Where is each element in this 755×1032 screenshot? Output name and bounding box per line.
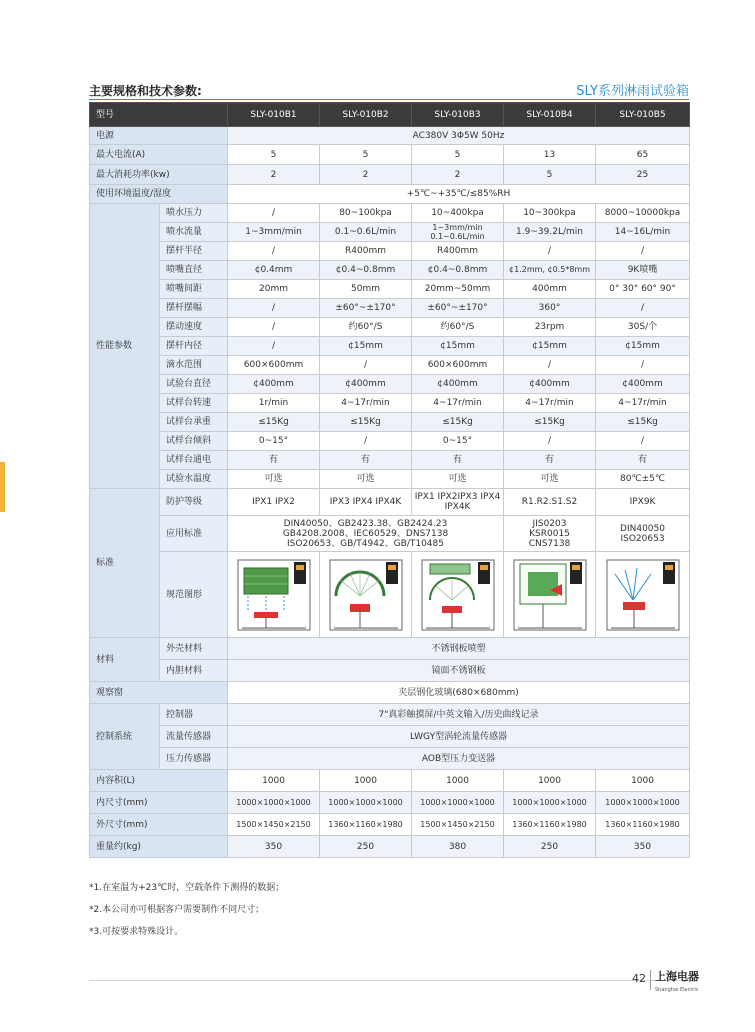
applied-standards-row bbox=[90, 516, 690, 552]
material-group-label: 材料 bbox=[90, 638, 160, 682]
env-row bbox=[90, 185, 690, 204]
perf-cell: ¢15mm bbox=[412, 337, 504, 356]
perf-row bbox=[90, 413, 690, 432]
controller-row bbox=[90, 704, 690, 726]
svg-text:Shanghai Electric: Shanghai Electric bbox=[655, 987, 699, 993]
power-consumption-row bbox=[90, 165, 690, 185]
perf-cell: 4~17r/min bbox=[320, 394, 412, 413]
series-title: SLY系列淋雨试验箱 bbox=[576, 84, 689, 99]
perf-cell: ≤15Kg bbox=[596, 413, 690, 432]
perf-cell: / bbox=[320, 356, 412, 375]
perf-cell: 23rpm bbox=[504, 318, 596, 337]
outer-b1: 1500×1450×2150 bbox=[228, 814, 320, 836]
perf-cell: 14~16L/min bbox=[596, 223, 690, 242]
perf-label: 喷水压力 bbox=[160, 204, 228, 223]
perf-row bbox=[90, 223, 690, 242]
footer-separator bbox=[650, 970, 651, 990]
applied-standard-line: GB4208.2008、IEC60529、DNS7138 bbox=[282, 528, 449, 539]
perf-label: 摆杆半径 bbox=[160, 242, 228, 261]
perf-row bbox=[90, 204, 690, 223]
perf-cell: 8000~10000kpa bbox=[596, 204, 690, 223]
perf-cell: 4~17r/min bbox=[596, 394, 690, 413]
current-b4: 13 bbox=[504, 145, 596, 165]
perf-cell: 可选 bbox=[320, 470, 412, 489]
perf-cell: ¢400mm bbox=[228, 375, 320, 394]
perf-label: 喷嘴直径 bbox=[160, 261, 228, 280]
footnote: *2.本公司亦可根据客户需要制作不同尺寸； bbox=[89, 905, 265, 915]
perf-cell: ¢400mm bbox=[596, 375, 690, 394]
side-tab-marker bbox=[0, 462, 5, 512]
env-value: +5℃~+35℃/≤85%RH bbox=[228, 185, 690, 204]
weight-b3: 380 bbox=[412, 836, 504, 858]
model-b5: SLY-010B5 bbox=[596, 103, 690, 127]
outer-size-row bbox=[90, 814, 690, 836]
weight-row bbox=[90, 836, 690, 858]
perf-cell: ¢15mm bbox=[596, 337, 690, 356]
perf-cell: ≤15Kg bbox=[320, 413, 412, 432]
figure-row bbox=[90, 552, 690, 638]
weight-b2: 250 bbox=[320, 836, 412, 858]
perf-label: 滴水范围 bbox=[160, 356, 228, 375]
outer-b5: 1360×1160×1980 bbox=[596, 814, 690, 836]
outer-b2: 1360×1160×1980 bbox=[320, 814, 412, 836]
pc-b2: 2 bbox=[320, 165, 412, 185]
weight-b5: 350 bbox=[596, 836, 690, 858]
perf-cell: / bbox=[228, 318, 320, 337]
perf-label: 试样台转速 bbox=[160, 394, 228, 413]
perf-row bbox=[90, 356, 690, 375]
standards-group-label: 标准 bbox=[90, 489, 160, 638]
pc-b3: 2 bbox=[412, 165, 504, 185]
volume-b5: 1000 bbox=[596, 770, 690, 792]
perf-cell: 有 bbox=[228, 451, 320, 470]
outer-b3: 1500×1450×2150 bbox=[412, 814, 504, 836]
perf-cell: / bbox=[596, 299, 690, 318]
inner-size-row bbox=[90, 792, 690, 814]
perf-cell: 0.1~0.6L/min bbox=[320, 223, 412, 242]
perf-cell: ¢0.4~0.8mm bbox=[320, 261, 412, 280]
perf-cell: ¢0.4~0.8mm bbox=[412, 261, 504, 280]
pc-b4: 5 bbox=[504, 165, 596, 185]
figure-b1 bbox=[228, 552, 320, 638]
figure-b3 bbox=[412, 552, 504, 638]
perf-label: 摆杆摆幅 bbox=[160, 299, 228, 318]
shell-material-label: 外壳材料 bbox=[160, 638, 228, 660]
figure-b2 bbox=[320, 552, 412, 638]
protection-b3: IPX1 IPX2IPX3 IPX4 IPX4K bbox=[412, 489, 504, 516]
perf-cell: ¢400mm bbox=[320, 375, 412, 394]
model-label: 型号 bbox=[90, 103, 228, 127]
controller-label: 控制器 bbox=[160, 704, 228, 726]
perf-cell: 600×600mm bbox=[228, 356, 320, 375]
perf-cell: ¢15mm bbox=[504, 337, 596, 356]
power-consumption-label: 最大消耗功率(kw) bbox=[90, 165, 228, 185]
volume-b3: 1000 bbox=[412, 770, 504, 792]
perf-row bbox=[90, 470, 690, 489]
inner-b3: 1000×1000×1000 bbox=[412, 792, 504, 814]
perf-cell: 1~3mm/min 0.1~0.6L/min bbox=[412, 223, 504, 242]
perf-cell: 1~3mm/min bbox=[228, 223, 320, 242]
perf-row bbox=[90, 394, 690, 413]
inner-b2: 1000×1000×1000 bbox=[320, 792, 412, 814]
volume-row bbox=[90, 770, 690, 792]
spray-nozzle-diagram-icon bbox=[510, 556, 590, 634]
perf-cell: 20mm bbox=[228, 280, 320, 299]
perf-row bbox=[90, 242, 690, 261]
perf-cell: 50mm bbox=[320, 280, 412, 299]
pressure-sensor-row bbox=[90, 748, 690, 770]
perf-cell: 有 bbox=[596, 451, 690, 470]
perf-cell: 4~17r/min bbox=[412, 394, 504, 413]
perf-row bbox=[90, 451, 690, 470]
header-divider bbox=[89, 99, 689, 100]
protection-b5: IPX9K bbox=[596, 489, 690, 516]
perf-cell: 400mm bbox=[504, 280, 596, 299]
perf-cell: R400mm bbox=[320, 242, 412, 261]
perf-cell: ±60°~±170° bbox=[412, 299, 504, 318]
inner-size-label: 内尺寸(mm) bbox=[90, 792, 228, 814]
weight-b1: 350 bbox=[228, 836, 320, 858]
perf-cell: ≤15Kg bbox=[504, 413, 596, 432]
page-title: 主要规格和技术参数: bbox=[89, 84, 202, 98]
inner-b4: 1000×1000×1000 bbox=[504, 792, 596, 814]
perf-cell: 1.9~39.2L/min bbox=[504, 223, 596, 242]
model-b4: SLY-010B4 bbox=[504, 103, 596, 127]
perf-cell: ≤15Kg bbox=[228, 413, 320, 432]
current-row bbox=[90, 145, 690, 165]
high-pressure-jet-diagram-icon bbox=[603, 556, 683, 634]
perf-row bbox=[90, 299, 690, 318]
perf-cell: 0~15° bbox=[412, 432, 504, 451]
inner-b1: 1000×1000×1000 bbox=[228, 792, 320, 814]
pressure-sensor-value: AOB型压力变送器 bbox=[228, 748, 690, 770]
volume-b2: 1000 bbox=[320, 770, 412, 792]
pc-b5: 25 bbox=[596, 165, 690, 185]
footnotes bbox=[89, 877, 284, 943]
footnote: *1.在室温为+23℃时，空载条件下测得的数据； bbox=[89, 883, 285, 893]
perf-cell: 600×600mm bbox=[412, 356, 504, 375]
perf-cell: / bbox=[228, 299, 320, 318]
perf-label: 试验台直径 bbox=[160, 375, 228, 394]
figure-label: 规范图形 bbox=[160, 552, 228, 638]
flow-sensor-value: LWGY型涡轮流量传感器 bbox=[228, 726, 690, 748]
current-b3: 5 bbox=[412, 145, 504, 165]
perf-cell: 0~15° bbox=[228, 432, 320, 451]
performance-group-label: 性能参数 bbox=[90, 204, 160, 489]
oscillating-tube-diagram-icon bbox=[326, 556, 406, 634]
model-b3: SLY-010B3 bbox=[412, 103, 504, 127]
perf-cell: 4~17r/min bbox=[504, 394, 596, 413]
perf-cell: / bbox=[596, 242, 690, 261]
window-row bbox=[90, 682, 690, 704]
perf-row bbox=[90, 432, 690, 451]
perf-label: 试验水温度 bbox=[160, 470, 228, 489]
applied-standard-line: ISO20653、GB/T4942、GB/T10485 bbox=[287, 538, 444, 549]
window-value: 夹层钢化玻璃(680×680mm) bbox=[228, 682, 690, 704]
window-label: 观察窗 bbox=[90, 682, 228, 704]
perf-label: 试样台倾斜 bbox=[160, 432, 228, 451]
page-number: 42 bbox=[632, 972, 646, 985]
figure-b4 bbox=[504, 552, 596, 638]
power-row bbox=[90, 127, 690, 145]
protection-b1: IPX1 IPX2 bbox=[228, 489, 320, 516]
perf-cell: / bbox=[504, 432, 596, 451]
perf-cell: / bbox=[596, 356, 690, 375]
model-b1: SLY-010B1 bbox=[228, 103, 320, 127]
perf-cell: 9K喷嘴 bbox=[596, 261, 690, 280]
perf-cell: 360° bbox=[504, 299, 596, 318]
env-label: 使用环境温度/湿度 bbox=[90, 185, 228, 204]
outer-size-label: 外尺寸(mm) bbox=[90, 814, 228, 836]
inner-b5: 1000×1000×1000 bbox=[596, 792, 690, 814]
company-logo-icon bbox=[655, 966, 705, 994]
controller-value: 7"真彩触摸屏/中英文输入/历史曲线记录 bbox=[228, 704, 690, 726]
applied-standard-line: KSR0015 bbox=[529, 528, 570, 539]
protection-b4: R1.R2.S1.S2 bbox=[504, 489, 596, 516]
volume-label: 内容积(L) bbox=[90, 770, 228, 792]
shell-material-row bbox=[90, 638, 690, 660]
spec-table bbox=[89, 102, 690, 858]
perf-cell: ¢400mm bbox=[504, 375, 596, 394]
perf-cell: 有 bbox=[320, 451, 412, 470]
model-b2: SLY-010B2 bbox=[320, 103, 412, 127]
perf-label: 试样台通电 bbox=[160, 451, 228, 470]
perf-cell: ¢0.4mm bbox=[228, 261, 320, 280]
control-group-label: 控制系统 bbox=[90, 704, 160, 770]
liner-material-label: 内胆材料 bbox=[160, 660, 228, 682]
current-label: 最大电流(A) bbox=[90, 145, 228, 165]
perf-cell: 10~400kpa bbox=[412, 204, 504, 223]
pressure-sensor-label: 压力传感器 bbox=[160, 748, 228, 770]
volume-b4: 1000 bbox=[504, 770, 596, 792]
perf-cell: ≤15Kg bbox=[412, 413, 504, 432]
applied-standards-b4 bbox=[504, 516, 596, 552]
perf-cell: 可选 bbox=[504, 470, 596, 489]
perf-cell: ±60°~±170° bbox=[320, 299, 412, 318]
drip-chamber-diagram-icon bbox=[234, 556, 314, 634]
perf-label: 摆杆内径 bbox=[160, 337, 228, 356]
perf-cell: ¢1.2mm, ¢0.5*8mm bbox=[504, 261, 596, 280]
perf-label: 试样台承重 bbox=[160, 413, 228, 432]
perf-cell: 有 bbox=[504, 451, 596, 470]
weight-b4: 250 bbox=[504, 836, 596, 858]
perf-cell: 有 bbox=[412, 451, 504, 470]
perf-cell: 可选 bbox=[228, 470, 320, 489]
protection-label: 防护等级 bbox=[160, 489, 228, 516]
perf-cell: ¢15mm bbox=[320, 337, 412, 356]
protection-row bbox=[90, 489, 690, 516]
applied-standards-left bbox=[228, 516, 504, 552]
footer-divider bbox=[89, 980, 689, 981]
flow-sensor-label: 流量传感器 bbox=[160, 726, 228, 748]
perf-cell: / bbox=[228, 337, 320, 356]
perf-cell: / bbox=[228, 204, 320, 223]
figure-b5 bbox=[596, 552, 690, 638]
perf-cell: 80℃±5℃ bbox=[596, 470, 690, 489]
perf-cell: 约60°/S bbox=[320, 318, 412, 337]
pc-b1: 2 bbox=[228, 165, 320, 185]
perf-row bbox=[90, 261, 690, 280]
perf-row bbox=[90, 318, 690, 337]
current-b2: 5 bbox=[320, 145, 412, 165]
liner-material-row bbox=[90, 660, 690, 682]
perf-cell: 1r/min bbox=[228, 394, 320, 413]
perf-cell: 约60°/S bbox=[412, 318, 504, 337]
protection-b2: IPX3 IPX4 IPX4K bbox=[320, 489, 412, 516]
perf-row bbox=[90, 280, 690, 299]
applied-standards-b5 bbox=[596, 516, 690, 552]
perf-label: 喷水流量 bbox=[160, 223, 228, 242]
model-header-row bbox=[90, 103, 690, 127]
perf-cell: R400mm bbox=[412, 242, 504, 261]
liner-material-value: 镜面不锈钢板 bbox=[228, 660, 690, 682]
footnote: *3.可按要求特殊设计。 bbox=[89, 927, 184, 937]
combined-rain-diagram-icon bbox=[418, 556, 498, 634]
perf-cell: 30S/个 bbox=[596, 318, 690, 337]
applied-standard-line: ISO20653 bbox=[620, 533, 665, 544]
perf-cell: 80~100kpa bbox=[320, 204, 412, 223]
current-b5: 65 bbox=[596, 145, 690, 165]
weight-label: 重量约(kg) bbox=[90, 836, 228, 858]
applied-standards-label: 应用标准 bbox=[160, 516, 228, 552]
perf-row bbox=[90, 375, 690, 394]
perf-cell: / bbox=[596, 432, 690, 451]
flow-sensor-row bbox=[90, 726, 690, 748]
perf-cell: 可选 bbox=[412, 470, 504, 489]
applied-standard-line: DIN40050、GB2423.38、GB2424.23 bbox=[283, 518, 448, 529]
shell-material-value: 不锈钢板喷塑 bbox=[228, 638, 690, 660]
perf-cell: 10~300kpa bbox=[504, 204, 596, 223]
perf-cell: 20mm~50mm bbox=[412, 280, 504, 299]
perf-cell: / bbox=[320, 432, 412, 451]
outer-b4: 1360×1160×1980 bbox=[504, 814, 596, 836]
perf-cell: 0° 30° 60° 90° bbox=[596, 280, 690, 299]
power-value: AC380V 3Φ5W 50Hz bbox=[228, 127, 690, 145]
applied-standard-line: JIS0203 bbox=[532, 518, 567, 529]
applied-standard-line: DIN40050 bbox=[620, 523, 665, 534]
svg-text:上海电器: 上海电器 bbox=[655, 970, 699, 983]
perf-row bbox=[90, 337, 690, 356]
power-label: 电源 bbox=[90, 127, 228, 145]
current-b1: 5 bbox=[228, 145, 320, 165]
volume-b1: 1000 bbox=[228, 770, 320, 792]
perf-cell: / bbox=[504, 242, 596, 261]
applied-standard-line: CNS7138 bbox=[528, 538, 571, 549]
perf-cell: ¢400mm bbox=[412, 375, 504, 394]
perf-cell: / bbox=[228, 242, 320, 261]
perf-label: 摆动速度 bbox=[160, 318, 228, 337]
perf-cell: / bbox=[504, 356, 596, 375]
perf-label: 喷嘴间距 bbox=[160, 280, 228, 299]
